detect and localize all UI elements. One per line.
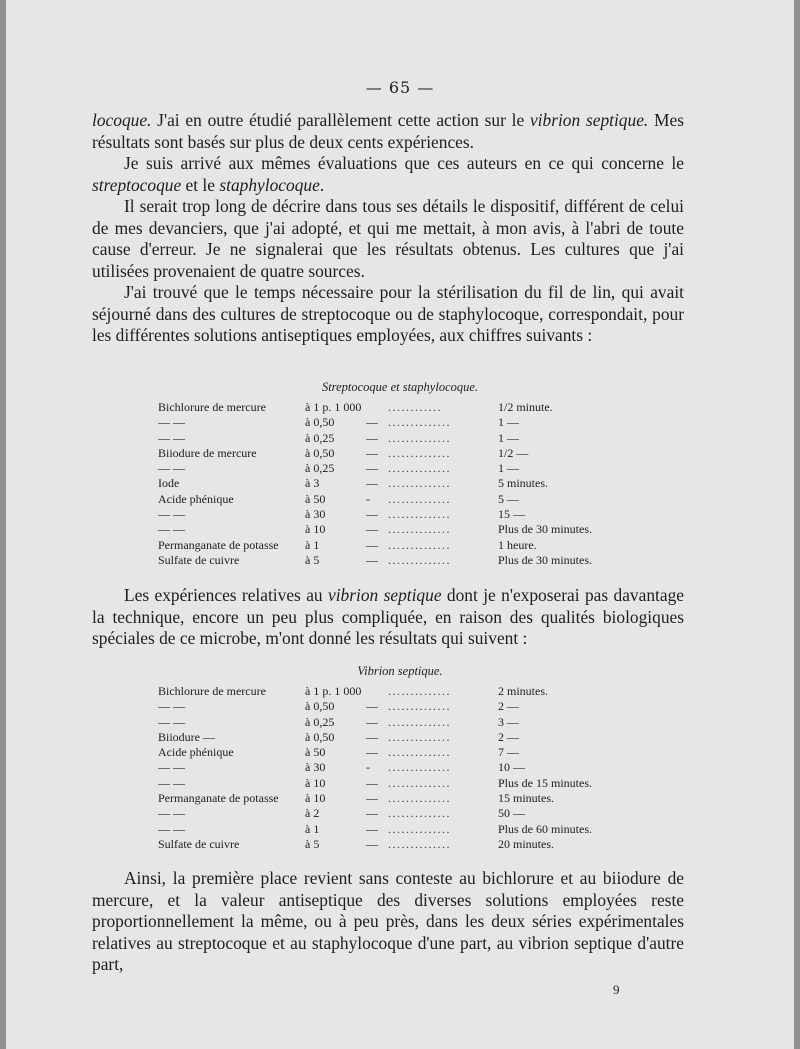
paragraph-1: locoque. J'ai en outre étudié parallèlement cette action sur le vibrion septique. Mes résultats sont basés sur plus de deux cents expériences. bbox=[92, 110, 684, 152]
solution-name: Acide phénique bbox=[158, 491, 234, 506]
concentration: à 10 bbox=[305, 775, 326, 790]
ditto-dash: — bbox=[366, 507, 378, 522]
table-2-caption: Vibrion septique. bbox=[357, 664, 443, 678]
page bbox=[6, 0, 794, 1049]
sterilization-time: 1 — bbox=[498, 430, 519, 445]
signature-mark: 9 bbox=[613, 982, 620, 997]
dot-leader: .............. bbox=[388, 775, 451, 790]
ditto-dash: — bbox=[366, 522, 378, 537]
sterilization-time: 5 — bbox=[498, 491, 519, 506]
concentration: à 10 bbox=[305, 791, 326, 806]
paragraph-5: Les expériences relatives au vibrion septique dont je n'exposerai pas davantage la technique, encore un peu plus compliquée, en raison des qualités biologiques spéciales de ce microbe, m'ont donné les résultats qui suivent : bbox=[92, 585, 684, 648]
table-row bbox=[158, 446, 628, 461]
dot-leader: ............ bbox=[388, 400, 442, 414]
table-row bbox=[158, 507, 628, 522]
solution-name: Bichlorure de mercure bbox=[158, 400, 266, 414]
solution-name: — — bbox=[158, 775, 185, 790]
table-row bbox=[158, 684, 628, 699]
table-row bbox=[158, 415, 628, 430]
table-row bbox=[158, 776, 628, 791]
solution-name: Iode bbox=[158, 476, 180, 491]
sterilization-time: 1 — bbox=[498, 415, 519, 430]
ditto-dash: — bbox=[366, 745, 378, 760]
table-row bbox=[158, 476, 628, 491]
sterilization-time: 1 — bbox=[498, 461, 519, 476]
solution-name: Permanganate de potasse bbox=[158, 537, 279, 552]
dot-leader: .............. bbox=[388, 445, 451, 460]
solution-name: Acide phénique bbox=[158, 745, 234, 760]
sterilization-time: 1/2 minute. bbox=[498, 400, 553, 414]
concentration: à 0,25 bbox=[305, 714, 335, 729]
dot-leader: .............. bbox=[388, 806, 451, 821]
concentration: à 1 bbox=[305, 537, 320, 552]
paragraph-6: Ainsi, la première place revient sans conteste au bichlorure et au biiodure de mercure, et la valeur antiseptique des diverses solutions employées reste proportionnellement la même, ou à peu près, dans les deux séries expérimentales relatives au streptocoque et au staphylocoque d'une part, au vibrion septique d'autre part, bbox=[92, 868, 684, 974]
concentration: à 3 bbox=[305, 476, 320, 491]
body-text-middle bbox=[92, 585, 684, 650]
table-row bbox=[158, 745, 628, 760]
table-row bbox=[158, 522, 628, 537]
table-row bbox=[158, 715, 628, 730]
solution-name: Sulfate de cuivre bbox=[158, 552, 240, 567]
concentration: à 1 p. 1 000 bbox=[305, 400, 362, 414]
sterilization-time: 20 minutes. bbox=[498, 836, 554, 851]
sterilization-time: 2 — bbox=[498, 729, 519, 744]
dot-leader: .............. bbox=[388, 821, 451, 836]
table-1 bbox=[158, 400, 628, 568]
table-row bbox=[158, 730, 628, 745]
dot-leader: .............. bbox=[388, 714, 451, 729]
ditto-dash: — bbox=[366, 821, 378, 836]
dot-leader: .............. bbox=[388, 491, 451, 506]
dot-leader: .............. bbox=[388, 476, 451, 491]
dot-leader: .............. bbox=[388, 699, 451, 714]
sterilization-time: 7 — bbox=[498, 745, 519, 760]
solution-name: — — bbox=[158, 699, 185, 714]
paragraph-4: J'ai trouvé que le temps nécessaire pour la stérilisation du fil de lin, qui avait séjourné dans des cultures de streptocoque ou de staphylocoque, correspondait, pour les différentes solutions antiseptiques employées, aux chiffres suivants : bbox=[92, 282, 684, 345]
table-row bbox=[158, 538, 628, 553]
solution-name: — — bbox=[158, 461, 185, 476]
page-number: — 65 — bbox=[365, 78, 435, 97]
dot-leader: .............. bbox=[388, 684, 451, 698]
concentration: à 50 bbox=[305, 745, 326, 760]
sterilization-time: Plus de 30 minutes. bbox=[498, 552, 593, 567]
solution-name: Sulfate de cuivre bbox=[158, 836, 240, 851]
sterilization-time: 3 — bbox=[498, 714, 519, 729]
table-row bbox=[158, 806, 628, 821]
concentration: à 1 bbox=[305, 821, 320, 836]
ditto-dash: — bbox=[366, 415, 378, 430]
concentration: à 0,50 bbox=[305, 699, 335, 714]
table-1-caption: Streptocoque et staphylocoque. bbox=[321, 380, 479, 394]
sterilization-time: 1/2 — bbox=[498, 445, 529, 460]
sterilization-time: 50 — bbox=[498, 806, 525, 821]
solution-name: Biiodure de mercure bbox=[158, 445, 257, 460]
concentration: à 0,50 bbox=[305, 415, 335, 430]
ditto-dash: — bbox=[366, 729, 378, 744]
ditto-dash: — bbox=[366, 714, 378, 729]
dot-leader: .............. bbox=[388, 791, 451, 806]
table-row bbox=[158, 553, 628, 568]
table-row bbox=[158, 461, 628, 476]
concentration: à 5 bbox=[305, 836, 320, 851]
table-row bbox=[158, 791, 628, 806]
ditto-dash: — bbox=[366, 775, 378, 790]
concentration: à 0,50 bbox=[305, 445, 335, 460]
concentration: à 30 bbox=[305, 507, 326, 522]
ditto-dash: — bbox=[366, 699, 378, 714]
sterilization-time: Plus de 15 minutes. bbox=[498, 775, 593, 790]
sterilization-time: 2 minutes. bbox=[498, 684, 548, 698]
concentration: à 30 bbox=[305, 760, 326, 775]
solution-name: — — bbox=[158, 415, 185, 430]
table-row bbox=[158, 760, 628, 775]
solution-name: — — bbox=[158, 760, 185, 775]
ditto-dash: - bbox=[366, 760, 370, 775]
solution-name: Permanganate de potasse bbox=[158, 791, 279, 806]
solution-name: Biiodure — bbox=[158, 729, 215, 744]
concentration: à 2 bbox=[305, 806, 320, 821]
solution-name: Bichlorure de mercure bbox=[158, 684, 266, 698]
concentration: à 50 bbox=[305, 491, 326, 506]
sterilization-time: Plus de 30 minutes. bbox=[498, 522, 593, 537]
dot-leader: .............. bbox=[388, 430, 451, 445]
concentration: à 5 bbox=[305, 552, 320, 567]
sterilization-time: 10 — bbox=[498, 760, 525, 775]
dot-leader: .............. bbox=[388, 537, 451, 552]
concentration: à 0,25 bbox=[305, 461, 335, 476]
table-row bbox=[158, 837, 628, 852]
table-row bbox=[158, 699, 628, 714]
ditto-dash: — bbox=[366, 552, 378, 567]
sterilization-time: 2 — bbox=[498, 699, 519, 714]
dot-leader: .............. bbox=[388, 836, 451, 851]
sterilization-time: 1 heure. bbox=[498, 537, 537, 552]
dot-leader: .............. bbox=[388, 760, 451, 775]
table-row bbox=[158, 400, 628, 415]
ditto-dash: — bbox=[366, 461, 378, 476]
table-row bbox=[158, 492, 628, 507]
sterilization-time: 15 minutes. bbox=[498, 791, 554, 806]
ditto-dash: — bbox=[366, 791, 378, 806]
table-2 bbox=[158, 684, 628, 852]
solution-name: — — bbox=[158, 430, 185, 445]
solution-name: — — bbox=[158, 714, 185, 729]
sterilization-time: 5 minutes. bbox=[498, 476, 548, 491]
dot-leader: .............. bbox=[388, 415, 451, 430]
dot-leader: .............. bbox=[388, 745, 451, 760]
ditto-dash: — bbox=[366, 806, 378, 821]
dot-leader: .............. bbox=[388, 522, 451, 537]
table-row bbox=[158, 822, 628, 837]
concentration: à 0,50 bbox=[305, 729, 335, 744]
ditto-dash: - bbox=[366, 491, 370, 506]
ditto-dash: — bbox=[366, 476, 378, 491]
dot-leader: .............. bbox=[388, 729, 451, 744]
concentration: à 10 bbox=[305, 522, 326, 537]
concentration: à 0,25 bbox=[305, 430, 335, 445]
table-row bbox=[158, 431, 628, 446]
solution-name: — — bbox=[158, 806, 185, 821]
dot-leader: .............. bbox=[388, 507, 451, 522]
solution-name: — — bbox=[158, 821, 185, 836]
concentration: à 1 p. 1 000 bbox=[305, 684, 362, 698]
dot-leader: .............. bbox=[388, 552, 451, 567]
sterilization-time: Plus de 60 minutes. bbox=[498, 821, 593, 836]
body-text-bottom bbox=[92, 868, 684, 976]
paragraph-2: Je suis arrivé aux mêmes évaluations que ces auteurs en ce qui concerne le streptocoque et le staphylocoque. bbox=[92, 153, 684, 195]
sterilization-time: 15 — bbox=[498, 507, 525, 522]
solution-name: — — bbox=[158, 522, 185, 537]
solution-name: — — bbox=[158, 507, 185, 522]
ditto-dash: — bbox=[366, 445, 378, 460]
body-text-top bbox=[92, 110, 684, 347]
paragraph-3: Il serait trop long de décrire dans tous ses détails le dispositif, différent de celui de mes devanciers, que j'ai adopté, et qui me mettait, à mon avis, à l'abri de toute cause d'erreur. Je ne signalerai que les résultats obtenus. Les cultures que j'ai utilisées provenaient de quatre sources. bbox=[92, 196, 684, 281]
ditto-dash: — bbox=[366, 836, 378, 851]
ditto-dash: — bbox=[366, 430, 378, 445]
ditto-dash: — bbox=[366, 537, 378, 552]
dot-leader: .............. bbox=[388, 461, 451, 476]
